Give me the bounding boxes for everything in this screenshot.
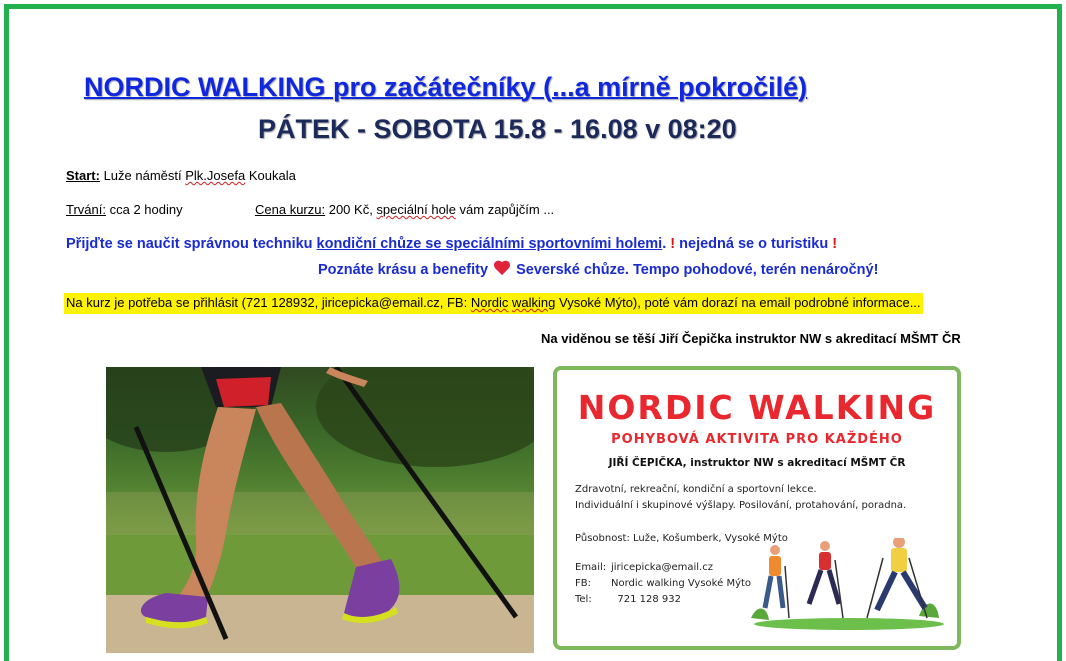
- invite-line2-b: Severské chůze. Tempo pohodové, terén nenáročný!: [516, 262, 879, 278]
- nordic-walking-photo: [106, 367, 534, 653]
- contact-fb-value: Nordic walking Vysoké Mýto: [611, 578, 752, 589]
- contact-tel: [575, 594, 751, 610]
- invite-line-2: [318, 261, 878, 278]
- contact-email-value: jiricepicka@email.cz: [611, 562, 713, 573]
- duration-label: Trvání:: [66, 202, 106, 217]
- card-title: NORDIC WALKING: [577, 388, 937, 427]
- heart-icon: [494, 261, 510, 276]
- invite-excl1: !: [670, 236, 676, 252]
- registration-note: [64, 293, 923, 314]
- invite-part3: .: [662, 236, 671, 252]
- page-title: NORDIC WALKING pro začátečníky (...a mírně pokročilé): [84, 72, 808, 102]
- walkers-illustration: [749, 538, 949, 630]
- card-instructor: JIŘÍ ČEPIČKA, instruktor NW s akreditací MŠMT ČR: [608, 457, 906, 469]
- invite-part1: Přijďte se naučit správnou techniku: [66, 236, 317, 252]
- price-value-suffix: vám zapůjčím ...: [455, 202, 555, 217]
- invite-line2-a: Poznáte krásu a benefity: [318, 262, 489, 278]
- invite-part2: kondiční chůze se speciálními sportovními holemi: [316, 236, 663, 252]
- registration-walking: walking: [512, 295, 556, 310]
- card-subtitle: POHYBOVÁ AKTIVITA PRO KAŽDÉHO: [611, 432, 903, 447]
- registration-nordic: Nordic: [470, 295, 509, 310]
- duration-line: [66, 202, 183, 217]
- start-label: Start:: [66, 168, 100, 183]
- registration-prefix: Na kurz je potřeba se přihlásit (721 128932, jiricepicka@email.cz, FB:: [66, 295, 471, 310]
- contact-tel-value: 721 128 932: [611, 594, 681, 605]
- card-contacts: [575, 562, 751, 610]
- start-value-prefix: Luže náměstí: [103, 168, 186, 183]
- duration-value: cca 2 hodiny: [109, 202, 183, 217]
- contact-fb: [575, 578, 751, 594]
- signoff: Na viděnou se těší Jiří Čepička instruktor NW s akreditací MŠMT ČR: [541, 331, 961, 346]
- registration-suffix: Vysoké Mýto), poté vám dorazí na email podrobné informace...: [555, 295, 921, 310]
- contact-tel-key: Tel:: [575, 594, 592, 605]
- price-value-prefix: 200 Kč,: [328, 202, 377, 217]
- start-value-suffix: Koukala: [245, 168, 296, 183]
- price-line: [255, 202, 554, 217]
- contact-email: [575, 562, 751, 578]
- card-line-1: Zdravotní, rekreační, kondiční a sportovní lekce.: [575, 484, 817, 495]
- price-label: Cena kurzu:: [255, 202, 326, 217]
- invite-part4: nejedná se o turistiku: [675, 236, 833, 252]
- walker-legs-illustration: [106, 367, 534, 653]
- invite-line-1: [66, 236, 837, 252]
- nordic-walking-card: [553, 366, 961, 650]
- start-line: [66, 168, 296, 183]
- contact-email-key: Email:: [575, 562, 607, 573]
- invite-excl2: !: [832, 236, 838, 252]
- card-line-2: Individuální i skupinové výšlapy. Posilování, protahování, poradna.: [575, 500, 907, 511]
- contact-fb-key: FB:: [575, 578, 591, 589]
- price-value-special: speciální hole: [376, 202, 456, 217]
- date-subtitle: PÁTEK - SOBOTA 15.8 - 16.08 v 08:20: [258, 114, 737, 144]
- card-area: Působnost: Luže, Košumberk, Vysoké Mýto: [575, 533, 788, 544]
- start-value-name: Plk.Josefa: [185, 168, 246, 183]
